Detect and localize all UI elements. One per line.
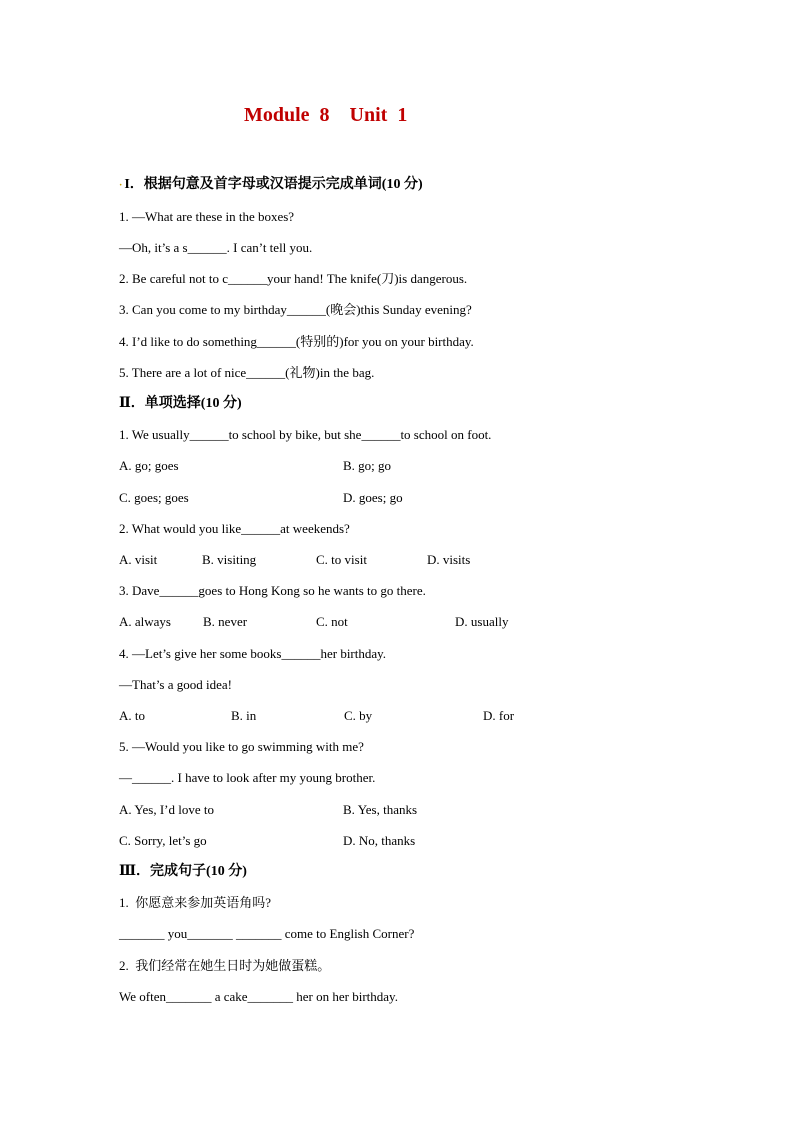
section-1-heading (119, 177, 423, 194)
s1-line: —Oh, it’s a s______. I can’t tell you. (119, 240, 313, 255)
option: A. always (119, 614, 171, 629)
option: D. visits (427, 552, 471, 567)
section-3-heading: Ⅲ．完成句子(10 分) (119, 864, 247, 879)
question-reply: —That’s a good idea! (119, 677, 232, 692)
question-stem: 3. Dave______goes to Hong Kong so he wants to go there. (119, 583, 426, 598)
option: A. to (119, 708, 145, 723)
option: D. for (483, 708, 515, 723)
option: A. visit (119, 552, 158, 567)
option: B. in (231, 708, 257, 723)
question-reply: —______. I have to look after my young brother. (119, 770, 376, 785)
option: A. go; goes (119, 458, 179, 473)
question-stem: 1. We usually______to school by bike, but she______to school on foot. (119, 427, 492, 442)
option: D. No, thanks (343, 833, 416, 848)
option: C. Sorry, let’s go (119, 833, 207, 848)
s3-line: 2. 我们经常在她生日时为她做蛋糕。 (119, 958, 331, 973)
question-stem: 4. —Let’s give her some books______her birthday. (119, 646, 387, 661)
option: D. usually (455, 614, 509, 629)
option: B. visiting (202, 552, 257, 567)
s1-line: 1. —What are these in the boxes? (119, 209, 295, 224)
s1-line: 4. I’d like to do something______(特别的)for you on your birthday. (119, 334, 474, 349)
option: B. Yes, thanks (343, 802, 418, 817)
question-stem: 2. What would you like______at weekends? (119, 521, 350, 536)
option: C. to visit (316, 552, 367, 567)
s3-line: 1. 你愿意来参加英语角吗? (119, 895, 272, 910)
option: B. go; go (343, 458, 392, 473)
option: A. Yes, I’d love to (119, 802, 214, 817)
section-1-heading-text: I．根据句意及首字母或汉语提示完成单词(10 分) (124, 177, 423, 192)
section-2-heading: Ⅱ．单项选择(10 分) (119, 396, 242, 411)
option: D. goes; go (343, 490, 403, 505)
option: B. never (203, 614, 248, 629)
option: C. goes; goes (119, 490, 189, 505)
option: C. not (316, 614, 348, 629)
bullet-dot-icon: · (119, 180, 123, 191)
question-stem: 5. —Would you like to go swimming with me? (119, 739, 364, 754)
s1-line: 3. Can you come to my birthday______(晚会)this Sunday evening? (119, 302, 472, 317)
page-title: Module 8 Unit 1 (244, 104, 408, 126)
option: C. by (344, 708, 373, 723)
s1-line: 2. Be careful not to c______your hand! The knife(刀)is dangerous. (119, 271, 468, 286)
s3-line: _______ you_______ _______ come to English Corner? (119, 926, 415, 941)
s1-line: 5. There are a lot of nice______(礼物)in the bag. (119, 365, 375, 380)
s3-line: We often_______ a cake_______ her on her birthday. (119, 989, 398, 1004)
